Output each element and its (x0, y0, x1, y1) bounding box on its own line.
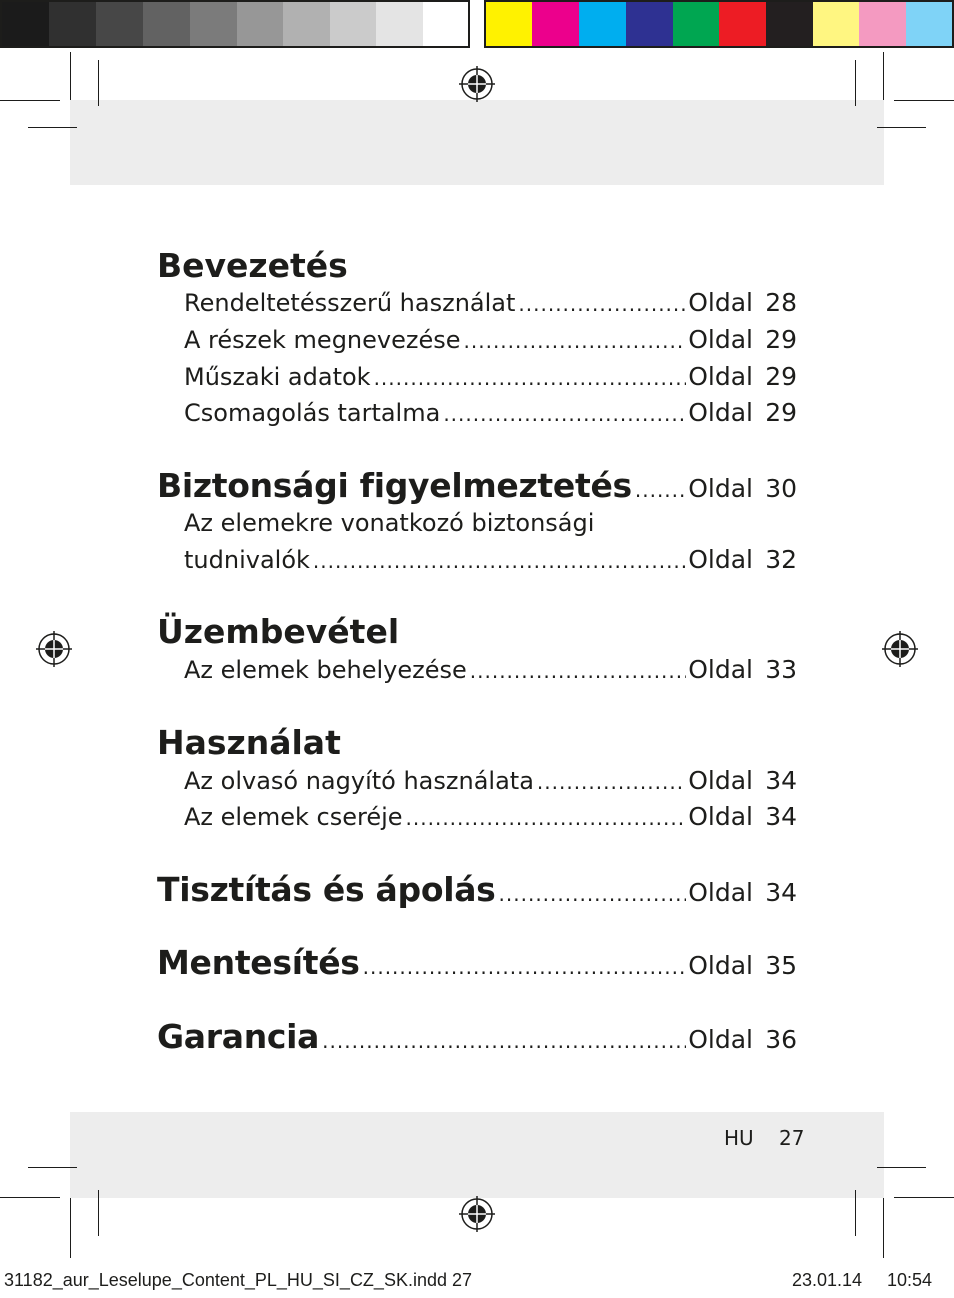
toc-entry[interactable] (184, 398, 797, 427)
footer-page-number: 27 (779, 1126, 805, 1150)
toc-entry[interactable] (184, 362, 797, 391)
toc-entry-title: tudnivalók (184, 546, 310, 574)
crop-mark (0, 100, 60, 101)
toc-entry-title: A részek megnevezése (184, 326, 461, 354)
dot-leader (313, 549, 686, 573)
toc-page-word: Oldal (688, 766, 753, 795)
toc-entry-title: Műszaki adatok (184, 363, 371, 391)
toc-page-word: Oldal (688, 878, 753, 907)
toc-page-number: 30 (765, 474, 797, 503)
toc-entry-main[interactable] (157, 870, 797, 909)
toc-page-number: 29 (765, 362, 797, 391)
crop-mark (28, 1167, 77, 1168)
crop-mark (98, 1190, 99, 1236)
toc-heading: Bevezetés (157, 246, 348, 285)
registration-mark-icon (457, 1194, 497, 1234)
toc-heading: Használat (157, 723, 341, 762)
crop-mark (883, 52, 884, 100)
toc-entry-title: Az elemek cseréje (184, 803, 403, 831)
toc-page-word: Oldal (688, 288, 753, 317)
dot-leader (363, 955, 687, 979)
crop-mark (0, 1197, 60, 1198)
toc-entry[interactable] (184, 655, 797, 684)
registration-mark-icon (34, 629, 74, 669)
toc-heading: Garancia (157, 1017, 320, 1056)
toc-heading: Tisztítás és ápolás (157, 870, 496, 909)
dot-leader (374, 366, 687, 390)
toc-entry[interactable] (184, 288, 797, 317)
crop-mark (855, 60, 856, 106)
toc-page-word: Oldal (688, 362, 753, 391)
dot-leader (499, 882, 687, 906)
toc-entry[interactable] (184, 545, 797, 574)
crop-mark (98, 60, 99, 106)
toc-entry[interactable] (184, 802, 797, 831)
toc-page-word: Oldal (688, 398, 753, 427)
crop-mark (894, 1197, 954, 1198)
dot-leader (443, 402, 686, 426)
dot-leader (322, 1029, 686, 1053)
color-bar-frame (484, 0, 954, 48)
crop-mark (28, 127, 77, 128)
dot-leader (406, 806, 687, 830)
toc-page-word: Oldal (688, 545, 753, 574)
dot-leader (470, 659, 686, 683)
toc-heading: Mentesítés (157, 943, 360, 982)
toc-entry-title: Rendeltetésszerű használat (184, 289, 516, 317)
registration-mark-icon (880, 629, 920, 669)
toc-page-number: 29 (765, 325, 797, 354)
toc-page-number: 36 (765, 1025, 797, 1054)
header-band (70, 100, 884, 185)
toc-entry-title-line1: Az elemekre vonatkozó biztonsági (184, 509, 595, 537)
toc-entry-main[interactable] (157, 466, 797, 505)
toc-entry-title: Csomagolás tartalma (184, 399, 441, 427)
toc-entry-title: Az elemek behelyezése (184, 656, 467, 684)
toc-page-word: Oldal (688, 951, 753, 980)
toc-page-word: Oldal (688, 325, 753, 354)
crop-mark (877, 127, 926, 128)
toc-page-word: Oldal (688, 655, 753, 684)
toc-page-word: Oldal (688, 802, 753, 831)
toc-page-number: 33 (765, 655, 797, 684)
dot-leader (537, 770, 686, 794)
crop-mark (70, 52, 71, 100)
toc-heading: Üzembevétel (157, 612, 400, 651)
crop-mark (70, 1198, 71, 1258)
toc-page-word: Oldal (688, 474, 753, 503)
footer-language: HU (724, 1126, 754, 1150)
registration-mark-icon (457, 64, 497, 104)
crop-mark (877, 1167, 926, 1168)
toc-page-number: 32 (765, 545, 797, 574)
slug-filename: 31182_aur_Leselupe_Content_PL_HU_SI_CZ_SK.indd 27 (4, 1270, 473, 1290)
crop-mark (883, 1198, 884, 1258)
footer-band (70, 1112, 884, 1198)
toc-page-number: 28 (765, 288, 797, 317)
slug-date: 23.01.14 (792, 1270, 863, 1290)
slug-time: 10:54 (887, 1270, 933, 1290)
toc-heading: Biztonsági figyelmeztetés (157, 466, 632, 505)
toc-entry-main[interactable] (157, 1017, 797, 1056)
toc-page-number: 34 (765, 766, 797, 795)
toc-entry[interactable] (184, 325, 797, 354)
toc-entry[interactable] (184, 766, 797, 795)
toc-page-number: 35 (765, 951, 797, 980)
crop-mark (894, 100, 954, 101)
toc-entry-title: Az olvasó nagyító használata (184, 767, 534, 795)
toc-page-number: 34 (765, 878, 797, 907)
gray-bar-frame (0, 0, 470, 48)
dot-leader (518, 292, 686, 316)
toc-page-number: 29 (765, 398, 797, 427)
toc-page-word: Oldal (688, 1025, 753, 1054)
toc-page-number: 34 (765, 802, 797, 831)
toc-entry-main[interactable] (157, 943, 797, 982)
dot-leader (464, 329, 687, 353)
dot-leader (635, 478, 686, 502)
crop-mark (855, 1190, 856, 1236)
